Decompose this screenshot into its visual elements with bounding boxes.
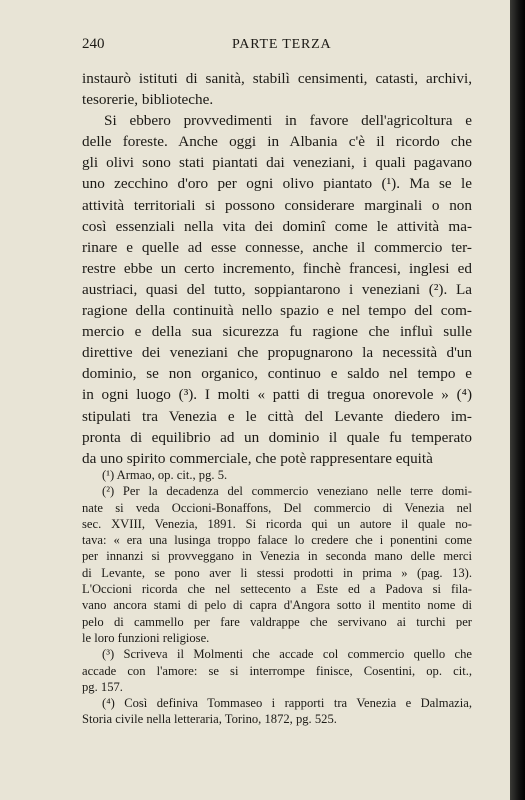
footnote-line: per innanzi si provveggano in Venezia in seconda mano delle merci: [82, 549, 472, 564]
body-line: uno zecchino d'oro per ogni olivo piantato (¹). Ma se le: [82, 175, 472, 193]
page-edge: [510, 0, 525, 800]
page-header: [82, 36, 462, 56]
footnote-line: pelo di cammello per fare valdrappe che servivano ai turchi per: [82, 614, 472, 629]
body-line: Si ebbero provvedimenti in favore dell'agricoltura e: [104, 112, 472, 130]
body-line: così essenziali nella vita dei dominî come le attività ma-: [82, 217, 472, 235]
footnotes: [82, 467, 472, 728]
footnote-1: (¹) Armao, op. cit., pg. 5.: [102, 468, 228, 482]
footnote-line: accade con l'amore: se si interrompe finisce, Cosentini, op. cit.,: [82, 663, 472, 678]
footnote-line: Storia civile nella letteraria, Torino, 1872, pg. 525.: [82, 712, 337, 727]
footnote-line: di Levante, se pono aver li stessi prodotti in prima » (pag. 13).: [82, 565, 472, 580]
body-line: dominio, se non organico, continuo e saldo nel tempo e: [82, 365, 472, 383]
body-line: mercio e della sua sicurezza fu ragione che influì sulle: [82, 323, 472, 341]
footnote-3: (³) Scriveva il Molmenti che accade col commercio quello che: [102, 647, 472, 662]
body-line: tesorerie, biblioteche.: [82, 91, 214, 109]
footnote-line: nate si veda Occioni-Bonaffons, Del commercio di Venezia nel: [82, 500, 472, 515]
footnote-line: sec. XVIII, Venezia, 1891. Si ricorda qui un autore il quale no-: [82, 516, 472, 531]
body-line: rinare e quelle ad esse connesse, anche il commercio ter-: [82, 238, 472, 256]
body-line: instaurò istituti di sanità, stabilì censimenti, catasti, archivi,: [82, 70, 472, 87]
footnote-4: (⁴) Così definiva Tommaseo i rapporti tra Venezia e Dalmazia,: [102, 696, 472, 711]
running-title: PARTE TERZA: [232, 37, 332, 52]
body-line: in ogni luogo (³). I molti « patti di tregua onorevole » (⁴): [82, 386, 472, 404]
footnote-line: pg. 157.: [82, 679, 123, 694]
body-line: restre ebbe un certo incremento, finchè francesi, inglesi ed: [82, 259, 472, 277]
footnote-line: le loro funzioni religiose.: [82, 630, 210, 645]
body-line: attività territoriali si possono considerare marginali o non: [82, 196, 472, 214]
body-line: gli olivi sono stati piantati dai veneziani, i quali pagavano: [82, 154, 472, 172]
footnote-2: (²) Per la decadenza del commercio veneziano nelle terre domi-: [102, 484, 472, 499]
body-line: austriaci, quasi del tutto, soppiantarono i veneziani (²). La: [82, 280, 472, 298]
body-line: ragione della continuità nello spazio e nel tempo del com-: [82, 302, 472, 320]
page-number: 240: [82, 36, 105, 52]
footnote-line: tava: « era una lusinga troppo falace lo credere che i ponentini come: [82, 533, 472, 548]
body-line: pronta di equilibrio ad un dominio il quale fu temperato: [82, 428, 472, 446]
body-line: delle foreste. Anche oggi in Albania c'è il ricordo che: [82, 133, 472, 151]
footnote-line: vano ancora stami di pelo di capra d'Angora sotto il mentito nome di: [82, 598, 472, 613]
footnote-line: L'Occioni ricorda che nel settecento a Este ed a Padova si fila-: [82, 582, 472, 597]
body-text: [82, 68, 472, 469]
body-line: direttive dei veneziani che propugnarono la necessità d'un: [82, 344, 472, 362]
body-line: stipulati tra Venezia e le città del Levante diedero im-: [82, 407, 472, 425]
body-line: da uno spirito commerciale, che potè rappresentare equità: [82, 449, 433, 467]
